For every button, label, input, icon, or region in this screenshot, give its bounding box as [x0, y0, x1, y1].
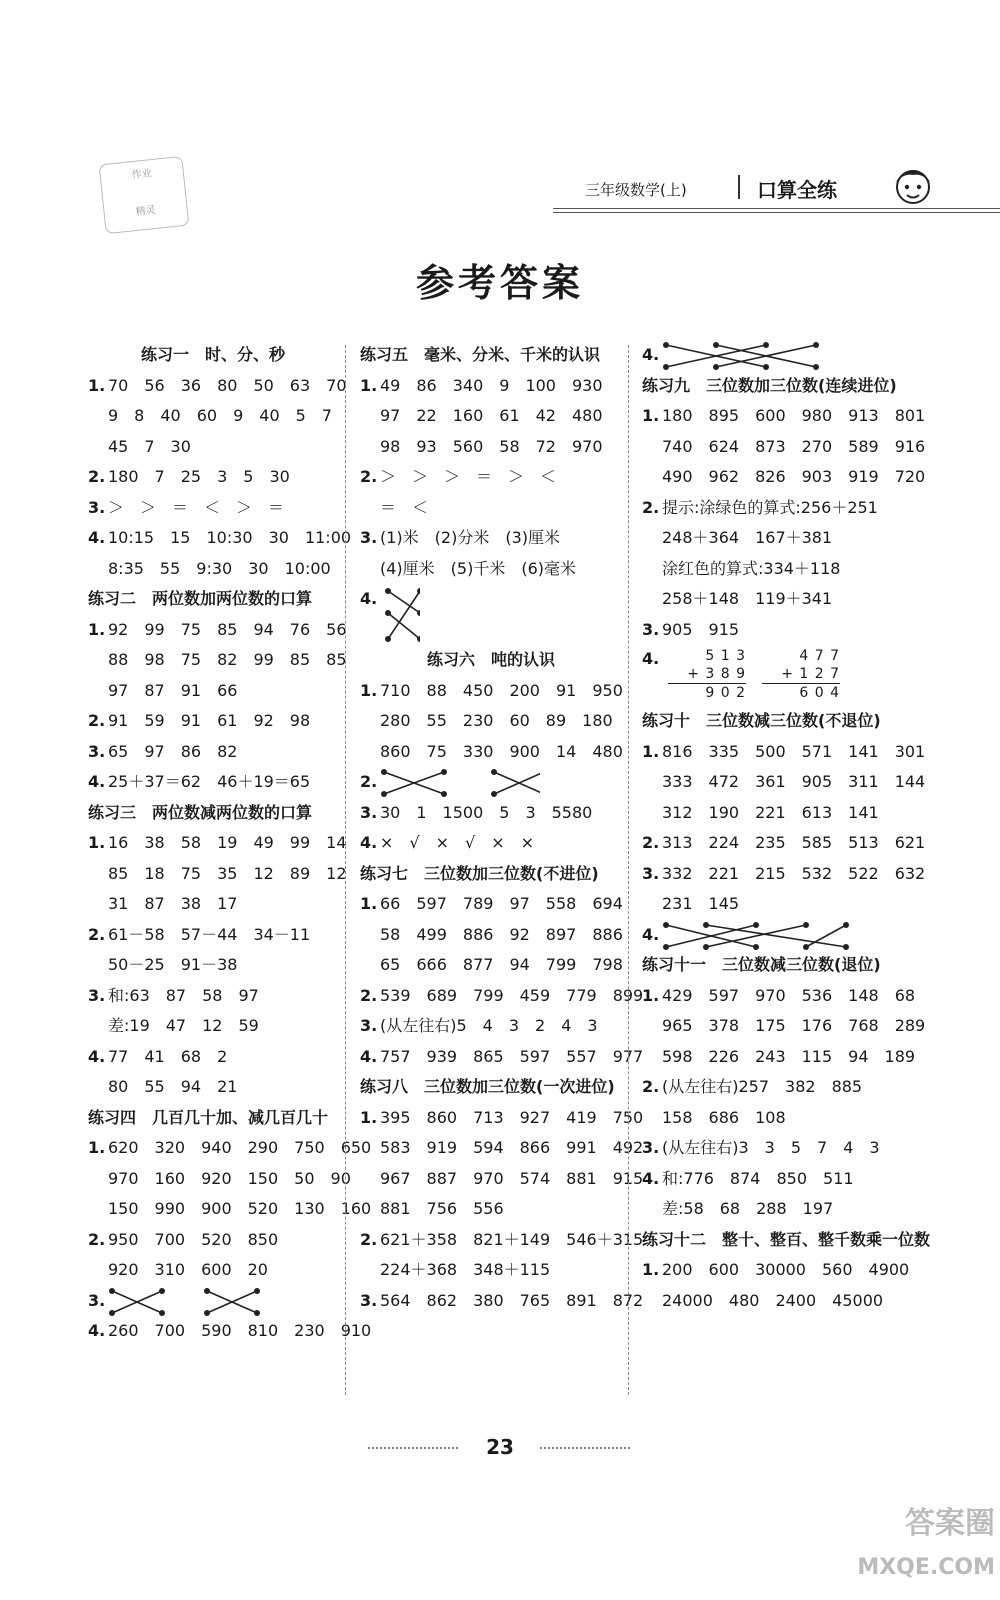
question-number: 4. [88, 772, 106, 791]
answer-values: 80 55 94 21 [108, 1077, 238, 1096]
match-dot [803, 922, 809, 928]
section-heading: 练习三 两位数减两位数的口算 [88, 802, 313, 822]
answer-line [642, 1255, 910, 1286]
answer-values: 620 320 940 290 750 650 [108, 1138, 372, 1157]
match-dot [381, 791, 387, 797]
match-line [388, 613, 420, 639]
answer-line [88, 889, 338, 920]
answer-line [88, 554, 338, 585]
answer-line [88, 1164, 351, 1195]
vertical-addition [668, 647, 746, 702]
answer-values: 258＋148 119＋341 [662, 589, 833, 608]
section-heading: 练习二 两位数加两位数的口算 [88, 589, 313, 608]
answer-line [360, 920, 622, 951]
answer-values: 150 990 900 520 130 160 [108, 1199, 372, 1218]
answer-line [88, 462, 338, 493]
answer-values: 24000 480 2400 45000 [662, 1290, 884, 1310]
matching-diagram [360, 584, 622, 645]
answer-line [88, 981, 338, 1012]
answer-values: 和:63 87 58 97 [108, 985, 259, 1005]
matching-lines [108, 1287, 268, 1317]
answer-column-3 [642, 340, 931, 1316]
question-number: 3. [360, 1016, 378, 1035]
answer-line [642, 554, 900, 585]
question-number: 4. [642, 924, 660, 944]
answer-line [88, 645, 347, 676]
answer-values: 97 87 91 66 [108, 680, 238, 700]
matching-lines [662, 341, 822, 371]
answer-values: 224＋368 348＋115 [380, 1260, 551, 1279]
answer-line [642, 615, 900, 646]
answer-line [642, 981, 916, 1012]
answer-line [88, 706, 338, 737]
answer-line [360, 462, 622, 493]
question-number: 4. [360, 1046, 378, 1066]
question-number: 2. [642, 497, 660, 517]
question-number: 1. [642, 1260, 660, 1279]
answer-values: 提示:涂绿色的算式:256＋251 [662, 497, 878, 517]
answer-line [642, 1103, 900, 1134]
page-header [553, 165, 1000, 213]
answer-values: (从左往右)3 3 5 7 4 3 [662, 1138, 880, 1157]
answer-line [642, 767, 926, 798]
answer-line [88, 767, 338, 798]
answer-line [88, 1072, 338, 1103]
answer-line [88, 493, 338, 524]
answer-line [360, 950, 622, 981]
answer-line [642, 1011, 926, 1042]
match-dot [813, 364, 819, 370]
answer-values: 950 700 520 850 [108, 1229, 279, 1249]
answer-line [360, 1103, 644, 1134]
answer-values: 差:58 68 288 197 [662, 1199, 834, 1218]
answer-line [88, 432, 338, 463]
answer-line [642, 401, 926, 432]
match-dot [159, 1310, 165, 1316]
answer-line [88, 1316, 372, 1347]
answer-values: 61－58 57－44 34－11 [108, 924, 311, 944]
answer-values: 8:35 55 9:30 30 10:00 [108, 558, 331, 578]
answer-line [360, 1164, 644, 1195]
answer-values: 395 860 713 927 419 750 [380, 1107, 644, 1127]
question-number: 1. [88, 1138, 106, 1157]
match-dot [713, 342, 719, 348]
answer-values: 58 499 886 92 897 886 [380, 924, 623, 944]
match-dot [803, 944, 809, 950]
question-number: 1. [642, 406, 660, 425]
answer-values: 490 962 826 903 919 720 [662, 467, 926, 486]
question-number: 1. [360, 894, 378, 913]
answer-line [88, 676, 338, 707]
matching-diagram [88, 1286, 338, 1317]
header-rule [553, 208, 1000, 209]
answer-values: 710 88 450 200 91 950 [380, 680, 623, 700]
answer-values: 598 226 243 115 94 189 [662, 1046, 916, 1066]
stamp-text-top: 作业 [131, 168, 153, 182]
answer-values: 312 190 221 613 141 [662, 802, 879, 822]
answer-values: × √ × √ × × [380, 833, 535, 852]
section-heading: 练习五 毫米、分米、千米的认识 [360, 345, 601, 364]
question-number: 4. [360, 589, 378, 608]
question-number: 2. [88, 924, 106, 944]
question-number: 3. [642, 619, 660, 639]
answer-line [360, 798, 622, 829]
answer-values: 200 600 30000 560 4900 [662, 1260, 910, 1279]
answer-values: 333 472 361 905 311 144 [662, 772, 926, 791]
question-number: 3. [88, 497, 106, 517]
answer-values: 905 915 [662, 619, 740, 639]
answer-values: 16 38 58 19 49 99 14 [108, 833, 347, 852]
section-heading: 练习一 时、分、秒 [140, 345, 285, 364]
addend-top: 5 1 3 [705, 648, 746, 664]
answer-values: 920 310 600 20 [108, 1260, 268, 1279]
column-divider-1 [345, 345, 346, 1395]
answer-line [642, 523, 900, 554]
answer-values: 740 624 873 270 589 916 [662, 436, 926, 456]
section-heading: 练习十 三位数减三位数(不退位) [642, 711, 881, 730]
match-dot [109, 1310, 115, 1316]
match-line [388, 591, 420, 613]
question-number: 1. [360, 680, 378, 700]
answer-values: 860 75 330 900 14 480 [380, 741, 623, 761]
match-dot [753, 922, 759, 928]
matching-diagram [642, 920, 900, 951]
match-dot [441, 791, 447, 797]
answer-values: 881 756 556 [380, 1199, 504, 1218]
match-dot [381, 769, 387, 775]
section-heading: 练习十二 整十、整百、整千数乘一位数 [642, 1229, 931, 1249]
addend-bottom: + 3 8 9 [668, 665, 746, 684]
answer-line [360, 554, 622, 585]
answer-values: 77 41 68 2 [108, 1046, 228, 1066]
answer-values: 45 7 30 [108, 436, 191, 456]
answer-line [88, 920, 338, 951]
page-title: 参考答案 [415, 260, 584, 305]
question-number: 3. [360, 1290, 378, 1310]
section-heading: 练习九 三位数加三位数(连续进位) [642, 375, 897, 395]
answer-line [642, 889, 900, 920]
answer-values: 757 939 865 597 557 977 [380, 1046, 644, 1066]
section-heading: 练习十一 三位数减三位数(退位) [642, 955, 881, 974]
answer-values: 180 7 25 3 5 30 [108, 467, 290, 486]
answer-values: 231 145 [662, 894, 740, 913]
answer-line [642, 1042, 916, 1073]
answer-values: 816 335 500 571 141 301 [662, 741, 926, 761]
answer-column-2 [360, 340, 644, 1316]
answer-line [360, 371, 622, 402]
answer-line [88, 371, 347, 402]
question-number: 3. [642, 1138, 660, 1157]
question-number: 4. [642, 345, 660, 364]
answer-values: 25＋37＝62 46＋19＝65 [108, 772, 311, 791]
match-dot [703, 944, 709, 950]
answer-line [88, 1194, 372, 1225]
section-heading: 练习八 三位数加三位数(一次进位) [360, 1077, 615, 1096]
answer-line [360, 676, 622, 707]
answer-values: 583 919 594 866 991 492 [380, 1138, 644, 1157]
match-dot [843, 922, 849, 928]
answer-line [642, 584, 900, 615]
answer-line [88, 737, 338, 768]
answer-line [642, 1164, 900, 1195]
header-rule-2 [553, 212, 1000, 213]
match-dot [713, 364, 719, 370]
question-number: 4. [88, 1046, 106, 1066]
answer-line [360, 1225, 644, 1256]
match-dot [763, 364, 769, 370]
question-number: 3. [360, 528, 378, 547]
answer-line [642, 1194, 900, 1225]
addend-bottom: + 1 2 7 [762, 665, 840, 684]
answer-values: 88 98 75 82 99 85 85 [108, 650, 347, 669]
question-number: 2. [642, 833, 660, 852]
answer-line [642, 798, 900, 829]
vertical-addition [762, 647, 840, 702]
answer-values: (4)厘米 (5)千米 (6)毫米 [380, 558, 576, 578]
answer-values: 97 22 160 61 42 480 [380, 406, 603, 425]
question-number: 1. [360, 1107, 378, 1127]
answer-line [88, 1011, 338, 1042]
question-number: 2. [88, 1229, 106, 1249]
answer-line [88, 401, 338, 432]
question-number: 4. [360, 833, 378, 852]
book-title: 三年级数学(上) [585, 181, 687, 199]
answer-values: 158 686 108 [662, 1107, 786, 1127]
answer-line [642, 737, 926, 768]
match-dot [204, 1310, 210, 1316]
match-dot [663, 922, 669, 928]
answer-line [642, 493, 900, 524]
answer-line [360, 1011, 622, 1042]
answer-values: 65 666 877 94 799 798 [380, 955, 623, 974]
answer-line [88, 1225, 338, 1256]
series-title: 口算全练 [757, 178, 837, 202]
mascot-icon [886, 157, 940, 211]
answer-line [360, 1255, 622, 1286]
answer-values: 248＋364 167＋381 [662, 528, 833, 547]
answer-values: 967 887 970 574 881 915 [380, 1168, 644, 1188]
answer-line [88, 1133, 372, 1164]
answer-line [642, 859, 926, 890]
match-dot [159, 1288, 165, 1294]
header-divider [738, 175, 740, 199]
answer-values: ＝ ＜ [380, 497, 429, 517]
match-dot [663, 342, 669, 348]
answer-column-1 [88, 340, 372, 1347]
question-number: 2. [360, 772, 378, 791]
question-number: 1. [642, 985, 660, 1005]
answer-values: 和:776 874 850 511 [662, 1168, 854, 1188]
answer-line [360, 706, 622, 737]
answer-line [360, 889, 622, 920]
column-divider-2 [628, 345, 629, 1395]
match-dot [204, 1288, 210, 1294]
answer-line [88, 828, 347, 859]
answer-values: 65 97 86 82 [108, 741, 238, 761]
answer-values: 180 895 600 980 913 801 [662, 406, 926, 425]
watermark-url: MXQE.COM [857, 1555, 995, 1580]
answer-line [360, 828, 622, 859]
match-dot [491, 769, 497, 775]
matching-lines [380, 585, 420, 645]
match-dot [663, 944, 669, 950]
match-dot [417, 588, 420, 594]
question-number: 1. [360, 375, 378, 395]
answer-line [88, 615, 347, 646]
match-dot [843, 944, 849, 950]
answer-line [642, 432, 926, 463]
answer-line [360, 1133, 644, 1164]
question-number: 3. [88, 741, 106, 761]
answer-values: (从左往右)257 382 885 [662, 1077, 863, 1096]
matching-lines [662, 921, 852, 951]
question-number: 3. [642, 863, 660, 883]
question-number: 4. [88, 1321, 106, 1340]
answer-line [88, 1255, 338, 1286]
answer-values: 429 597 970 536 148 68 [662, 985, 916, 1005]
question-number: 2. [642, 1077, 660, 1096]
answer-line [360, 432, 622, 463]
answer-line [88, 523, 352, 554]
matching-diagram [360, 767, 622, 798]
answer-line [88, 859, 347, 890]
watermark-text: 答案圈 [905, 1506, 995, 1541]
answer-values: 9 8 40 60 9 40 5 7 [108, 406, 332, 425]
answer-line [642, 1072, 900, 1103]
answer-values: (从左往右)5 4 3 2 4 3 [380, 1016, 598, 1035]
answer-values: 50－25 91－38 [108, 955, 238, 974]
match-dot [753, 944, 759, 950]
answer-values: (1)米 (2)分米 (3)厘米 [380, 528, 560, 547]
match-dot [254, 1288, 260, 1294]
question-number: 1. [88, 375, 106, 395]
match-dot [663, 364, 669, 370]
page-number: 23 [486, 1435, 514, 1459]
answer-values: 30 1 1500 5 3 5580 [380, 802, 593, 822]
watermark [820, 1502, 995, 1594]
answer-values: 差:19 47 12 59 [108, 1016, 259, 1035]
answer-values: 621＋358 821＋149 546＋315 [380, 1229, 644, 1249]
answer-line [642, 828, 926, 859]
answer-line [642, 462, 926, 493]
question-number: 2. [88, 711, 106, 730]
question-number: 2. [360, 467, 378, 486]
match-dot [254, 1310, 260, 1316]
question-number: 4. [88, 528, 106, 547]
answer-values: ＞ ＞ ＝ ＜ ＞ ＝ [108, 497, 285, 517]
match-dot [491, 791, 497, 797]
stamp [99, 156, 190, 234]
page-number-ornament-right [540, 1447, 630, 1449]
answer-values: 10:15 15 10:30 30 11:00 [108, 528, 352, 547]
question-number: 4. [642, 649, 660, 668]
answer-values: 98 93 560 58 72 970 [380, 436, 603, 456]
answer-values: 85 18 75 35 12 89 12 [108, 863, 347, 883]
answer-values: 965 378 175 176 768 289 [662, 1016, 926, 1035]
answer-line [88, 1042, 338, 1073]
question-number: 4. [642, 1168, 660, 1188]
question-number: 3. [88, 1290, 106, 1310]
matching-lines [380, 768, 540, 798]
answer-values: 涂红色的算式:334＋118 [662, 558, 841, 578]
answer-line [360, 493, 622, 524]
match-dot [813, 342, 819, 348]
answer-line [642, 1286, 900, 1317]
match-dot [703, 922, 709, 928]
answer-values: 49 86 340 9 100 930 [380, 375, 603, 395]
sum-result: 6 0 4 [799, 685, 840, 701]
match-line [388, 591, 420, 639]
answer-values: 66 597 789 97 558 694 [380, 894, 623, 913]
question-number: 3. [360, 802, 378, 822]
question-number: 1. [88, 833, 106, 852]
answer-line [360, 523, 622, 554]
answer-line [360, 1286, 644, 1317]
answer-values: 280 55 230 60 89 180 [380, 711, 613, 730]
answer-line [360, 1042, 644, 1073]
answer-values: 564 862 380 765 891 872 [380, 1290, 644, 1310]
answer-values: 31 87 38 17 [108, 894, 238, 913]
question-number: 2. [88, 467, 106, 486]
section-heading: 练习六 吨的认识 [426, 650, 555, 669]
answer-line [360, 1194, 622, 1225]
answer-values: ＞ ＞ ＞ ＝ ＞ ＜ [380, 467, 557, 486]
answer-values: 332 221 215 532 522 632 [662, 863, 926, 883]
addend-top: 4 7 7 [799, 648, 840, 664]
match-dot [385, 588, 391, 594]
answer-values: 970 160 920 150 50 90 [108, 1168, 351, 1188]
section-heading: 练习四 几百几十加、减几百几十 [88, 1107, 329, 1127]
match-dot [109, 1288, 115, 1294]
question-number: 2. [360, 1229, 378, 1249]
answer-values: 260 700 590 810 230 910 [108, 1321, 372, 1340]
answer-line [642, 1133, 900, 1164]
answer-line [360, 981, 644, 1012]
match-dot [385, 636, 391, 642]
match-dot [763, 342, 769, 348]
question-number: 1. [642, 741, 660, 761]
answer-values: 91 59 91 61 92 98 [108, 711, 311, 730]
match-line [706, 925, 806, 947]
question-number: 2. [360, 985, 378, 1005]
match-dot [441, 769, 447, 775]
matching-diagram [642, 340, 900, 371]
answer-values: 539 689 799 459 779 899 [380, 985, 644, 1005]
sum-result: 9 0 2 [705, 685, 746, 701]
answer-values: 313 224 235 585 513 621 [662, 833, 926, 852]
answer-values: 70 56 36 80 50 63 70 [108, 375, 347, 395]
answer-line [360, 737, 622, 768]
match-dot [385, 610, 391, 616]
stamp-text-bottom: 精灵 [135, 204, 157, 218]
section-heading: 练习七 三位数加三位数(不进位) [360, 863, 599, 883]
answer-line [88, 950, 338, 981]
answer-line [360, 401, 622, 432]
question-number: 1. [88, 619, 106, 639]
answer-values: 92 99 75 85 94 76 56 [108, 619, 347, 639]
question-number: 3. [88, 985, 106, 1005]
vertical-calculations [642, 645, 900, 706]
